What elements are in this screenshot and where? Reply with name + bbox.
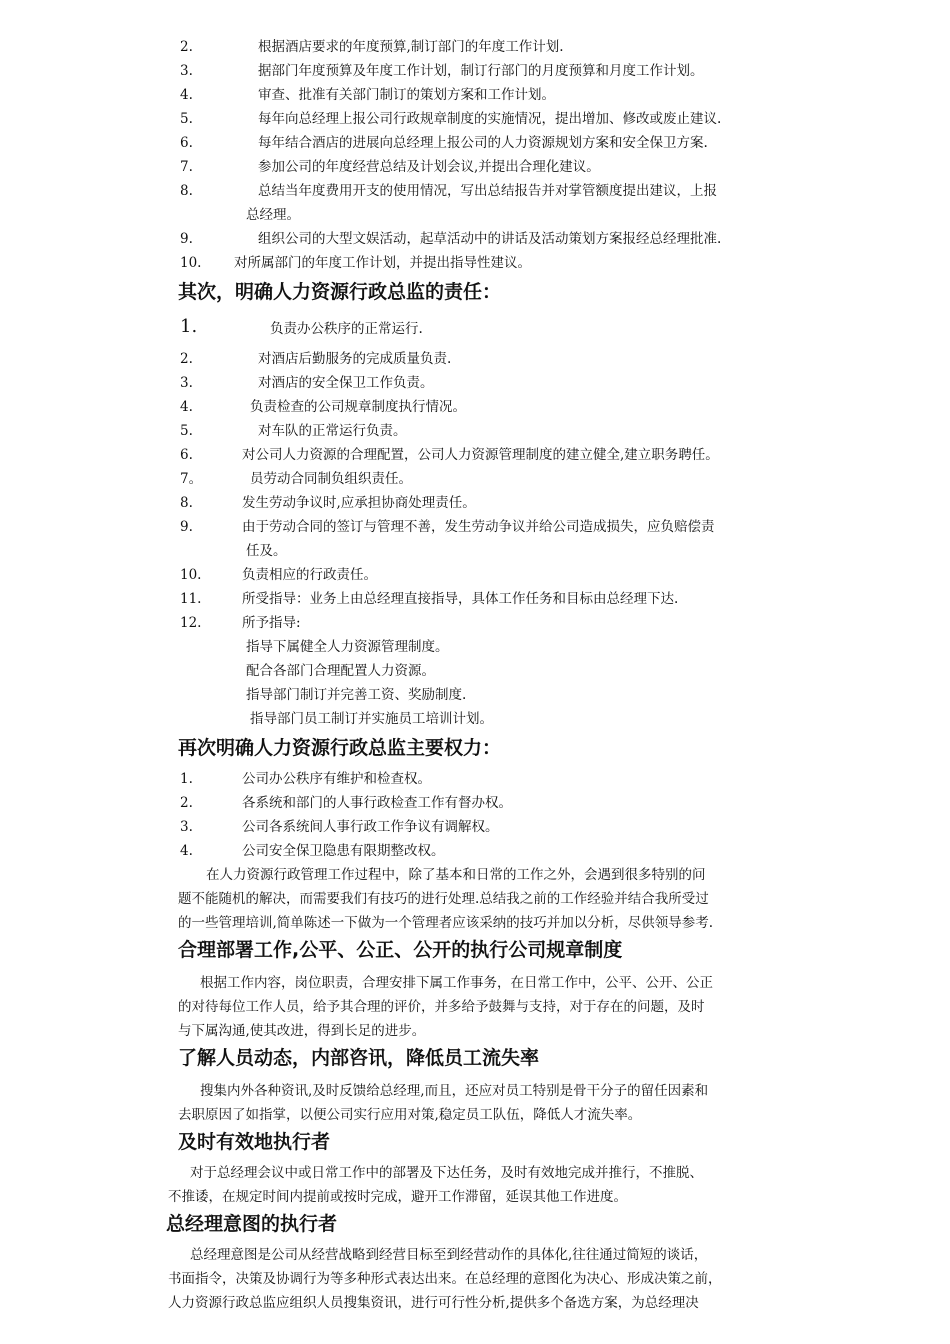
list-number: 2. [180,351,193,367]
paragraph-line: 题不能随机的解决，而需要我们有技巧的进行处理.总结我之前的工作经验并结合我所受过 [178,891,709,907]
list-number: 5. [180,111,193,127]
guidance-item: 指导部门员工制订并实施员工培训计划。 [250,711,493,727]
list-number: 6. [180,135,193,151]
list-number: 3. [180,63,193,79]
list-item: 发生劳动争议时,应承担协商处理责任。 [242,495,476,511]
list-number: 11. [180,591,202,607]
section-heading: 再次明确人力资源行政总监主要权力： [178,737,502,759]
list-number: 3. [180,375,193,391]
paragraph-line: 根据工作内容，岗位职责，合理安排下属工作事务，在日常工作中，公平、公开、公正 [200,975,713,991]
list-number: 8. [180,183,193,199]
list-item: 员劳动合同制负组织责任。 [250,471,412,487]
section-heading: 合理部署工作,公平、公正、公开的执行公司规章制度 [178,939,623,961]
guidance-item: 配合各部门合理配置人力资源。 [246,663,435,679]
list-number: 1. [180,771,193,787]
list-number: 7。 [180,471,203,487]
list-number: 4. [180,87,193,103]
section-heading: 及时有效地执行者 [178,1131,331,1153]
list-item: 每年结合酒店的进展向总经理上报公司的人力资源规划方案和安全保卫方案. [258,135,708,151]
list-number: 4. [180,843,193,859]
list-item: 据部门年度预算及年度工作计划，制订行部门的月度预算和月度工作计划。 [258,63,704,79]
list-number: 4. [180,399,193,415]
guidance-item: 指导部门制订并完善工资、奖励制度. [246,687,467,703]
paragraph-line: 在人力资源行政管理工作过程中，除了基本和日常的工作之外，会遇到很多特别的问 [206,867,706,883]
paragraph-line: 总经理意图是公司从经营战略到经营目标至到经营动作的具体化,往往通过简短的谈话， [190,1247,708,1263]
list-number: 10. [180,567,202,583]
list-item: 所予指导: [242,615,301,631]
list-item: 对车队的正常运行负责。 [258,423,407,439]
list-item: 负责相应的行政责任。 [242,567,377,583]
list-number: 8. [180,495,193,511]
list-item: 由于劳动合同的签订与管理不善，发生劳动争议并给公司造成损失，应负赔偿责 [242,519,715,535]
list-item: 参加公司的年度经营总结及计划会议,并提出合理化建议。 [258,159,600,175]
paragraph-line: 去职原因了如指掌，以便公司实行应用对策,稳定员工队伍，降低人才流失率。 [178,1107,642,1123]
section-heading: 总经理意图的执行者 [166,1213,338,1235]
list-item: 对酒店的安全保卫工作负责。 [258,375,434,391]
list-number: 12. [180,615,202,631]
list-item: 审查、批准有关部门制订的策划方案和工作计划。 [258,87,555,103]
list-number: 9. [180,231,193,247]
paragraph-line: 与下属沟通,使其改进，得到长足的进步。 [178,1023,426,1039]
paragraph-line: 对于总经理会议中或日常工作中的部署及下达任务，及时有效地完成并推行，不推脱、 [190,1165,703,1181]
list-item-continuation: 总经理。 [246,207,300,223]
list-item: 对酒店后勤服务的完成质量负责. [258,351,452,367]
list-item-continuation: 任及。 [246,543,287,559]
list-number: 9. [180,519,193,535]
list-item: 负责检查的公司规章制度执行情况。 [250,399,466,415]
list-item: 总结当年度费用开支的使用情况，写出总结报告并对掌管额度提出建议，上报 [258,183,717,199]
paragraph-line: 的一些管理培训,简单陈述一下做为一个管理者应该采纳的技巧并加以分析，尽供领导参考. [178,915,714,931]
list-item: 组织公司的大型文娱活动，起草活动中的讲话及活动策划方案报经总经理批准. [258,231,722,247]
paragraph-line: 的对待每位工作人员，给予其合理的评价，并多给予鼓舞与支持，对于存在的问题，及时 [178,999,705,1015]
list-item: 每年向总经理上报公司行政规章制度的实施情况，提出增加、修改或废止建议. [258,111,722,127]
list-number: 7. [180,159,193,175]
section-heading: 其次，明确人力资源行政总监的责任： [178,281,502,303]
list-number: 2. [180,39,193,55]
list-item: 对所属部门的年度工作计划，并提出指导性建议。 [234,255,531,271]
list-item: 根据酒店要求的年度预算,制订部门的年度工作计划. [258,39,564,55]
paragraph-line: 不推诿，在规定时间内提前或按时完成，避开工作滞留，延误其他工作进度。 [168,1189,627,1205]
list-item: 公司办公秩序有维护和检查权。 [242,771,431,787]
list-number: 5. [180,423,193,439]
paragraph-line: 书面指令，决策及协调行为等多种形式表达出来。在总经理的意图化为决心、形成决策之前， [168,1271,722,1287]
list-item: 负责办公秩序的正常运行. [270,321,423,337]
section-heading: 了解人员动态，内部咨讯，降低员工流失率 [178,1047,540,1069]
list-number: 6. [180,447,193,463]
guidance-item: 指导下属健全人力资源管理制度。 [246,639,449,655]
list-item: 对公司人力资源的合理配置，公司人力资源管理制度的建立健全,建立职务聘任。 [242,447,719,463]
list-item: 所受指导：业务上由总经理直接指导，具体工作任务和目标由总经理下达. [242,591,679,607]
list-item: 公司各系统间人事行政工作争议有调解权。 [242,819,499,835]
paragraph-line: 搜集内外各种资讯,及时反馈给总经理,而且，还应对员工特别是骨干分子的留任因素和 [200,1083,709,1099]
list-number: 2. [180,795,193,811]
list-item: 各系统和部门的人事行政检查工作有督办权。 [242,795,512,811]
list-number: 1. [180,316,198,337]
list-number: 3. [180,819,193,835]
paragraph-line: 人力资源行政总监应组织人员搜集资讯，进行可行性分析,提供多个备选方案，为总经理决 [168,1295,699,1311]
list-item: 公司安全保卫隐患有限期整改权。 [242,843,445,859]
list-number: 10. [180,255,202,271]
